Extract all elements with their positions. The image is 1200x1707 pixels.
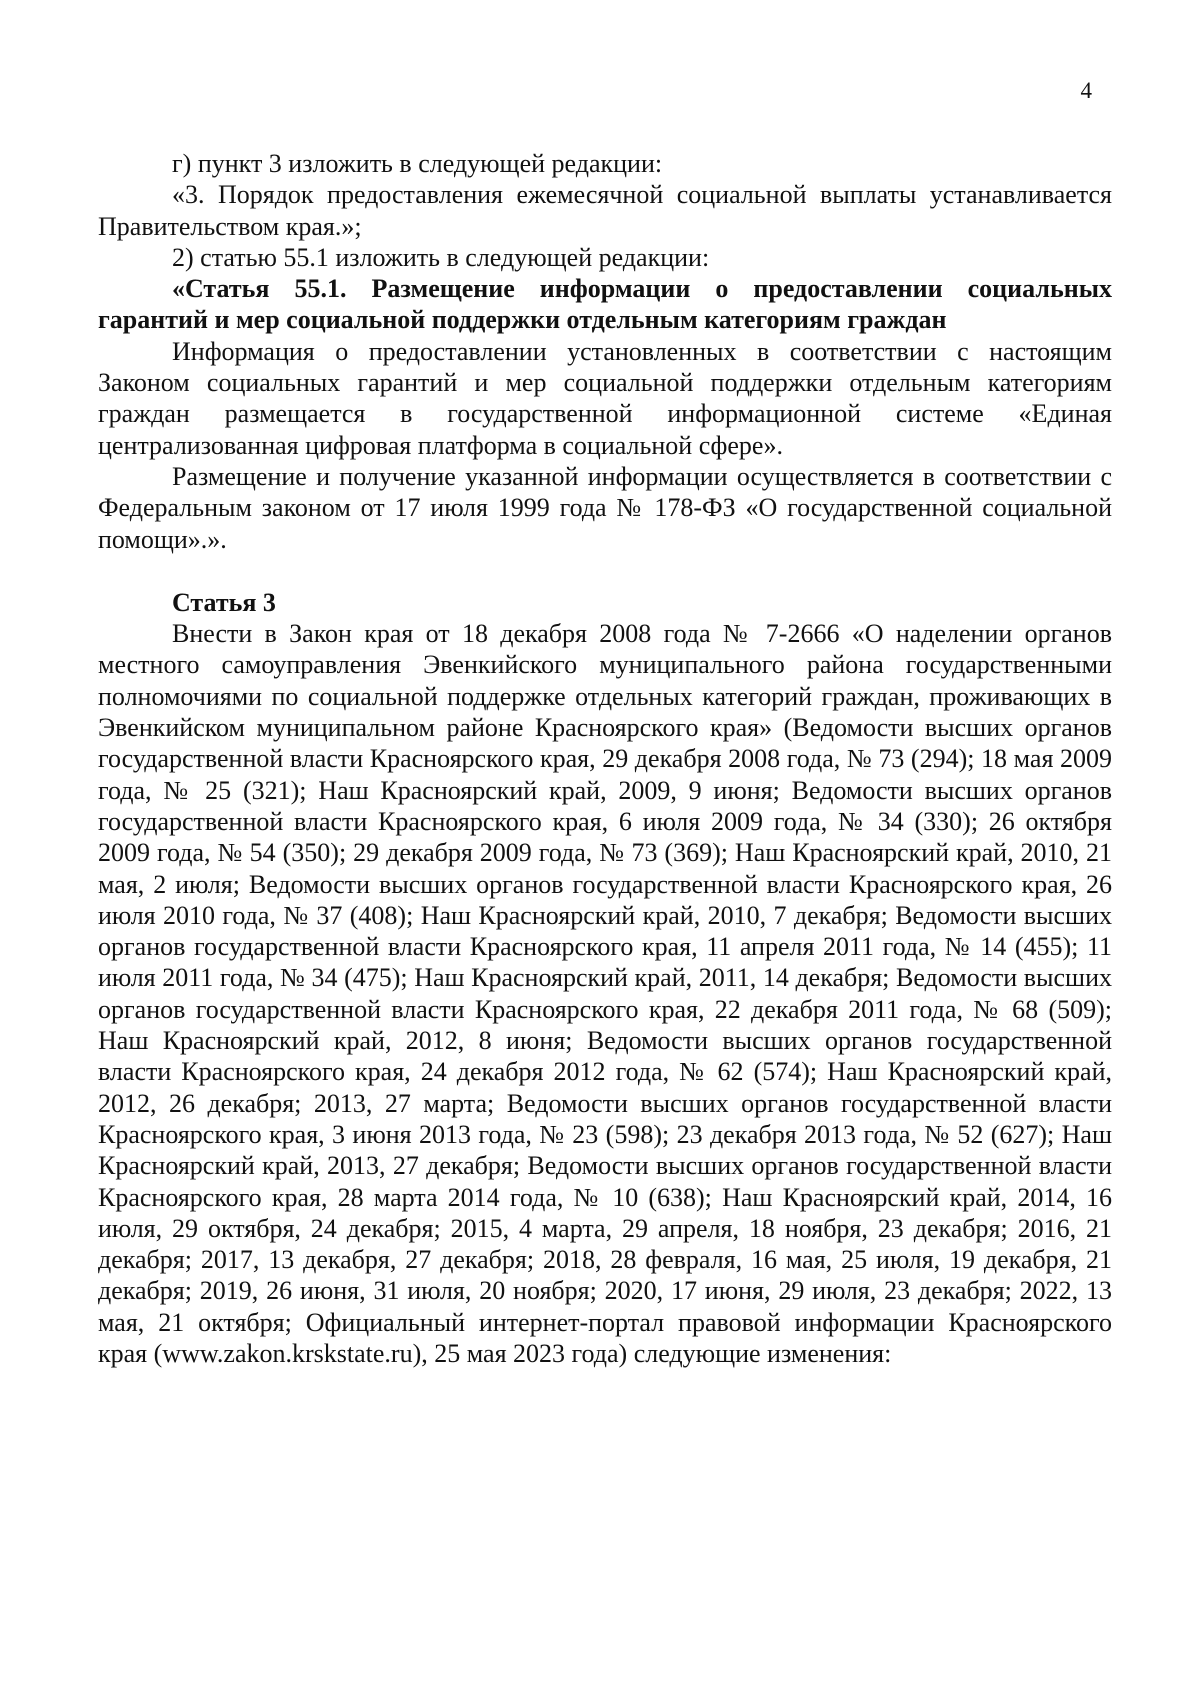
article-3-text: Внести в Закон края от 18 декабря 2008 года № 7-2666 «О наделении органов местного самоуправления Эвенкийского муниципального района государственными полномочиями по социальной поддержке отдельных категорий граждан, проживающих в Эвенкийском муниципальном районе Красноярского края» (Ведомости высших органов государственной власти Красноярского края, 29 декабря 2008 года, № 73 (294); 18 мая 2009 года, № 25 (321); Наш Красноярский край, 2009, 9 июня; Ведомости высших органов государственной власти Красноярского края, 6 июля 2009 года, № 34 (330); 26 октября 2009 года, № 54 (350); 29 декабря 2009 года, № 73 (369); Наш Красноярский край, 2010, 21 мая, 2 июля; Ведомости высших органов государственной власти Красноярского края, 26 июля 2010 года, № 37 (408); Наш Красноярский край, 2010, 7 декабря; Ведомости высших органов государственной власти Красноярского края, 11 апреля 2011 года, № 14 (455); 11 июля 2011 года, № 34 (475); Наш Красноярский край, 2011, 14 декабря; Ведомости высших органов государственной власти Красноярского края, 22 декабря 2011 года, № 68 (509); Наш Красноярский край, 2012, 8 июня; Ведомости высших органов государственной власти Красноярского края, 24 декабря 2012 года, № 62 (574); Наш Красноярский край, 2012, 26 декабря; 2013, 27 марта; Ведомости высших органов государственной власти Красноярского края, 3 июня 2013 года, № 23 (598); 23 декабря 2013 года, № 52 (627); Наш Красноярский край, 2013, 27 декабря; Ведомости высших органов государственной власти Красноярского края, 28 марта 2014 года, № 10 (638); Наш Красноярский край, 2014, 16 июля, 29 октября, 24 декабря; 2015, 4 марта, 29 апреля, 18 ноября, 23 декабря; 2016, 21 декабря; 2017, 13 декабря, 27 декабря; 2018, 28 февраля, 16 мая, 25 июля, 19 декабря, 21 декабря; 2019, 26 июня, 31 июля, 20 ноября; 2020, 17 июня, 29 июля, 23 декабря; 2022, 13 мая, 21 октября; Официальный интернет-портал правовой информации Красноярского края (www.zakon.krskstate.ru), 25 мая 2023 года) следующие изменения: [98,619,1112,1368]
article-55-1-title: «Статья 55.1. Размещение информации о предоставлении социальных гарантий и мер социальной поддержки отдельным категориям граждан [98,274,1112,335]
page-number: 4 [1080,78,1092,103]
paragraph-item-3-text: «3. Порядок предоставления ежемесячной социальной выплаты устанавливается Правительством края.»; [98,180,1112,241]
paragraph-item-2: 2) статью 55.1 изложить в следующей редакции: [172,242,710,272]
article-3-heading: Статья 3 [172,587,276,617]
paragraph-subitem-g: г) пункт 3 изложить в следующей редакции: [172,149,663,178]
document-body [98,148,1112,1369]
article-55-1-paragraph-1: Информация о предоставлении установленных в соответствии с настоящим Законом социальных гарантий и мер социальной поддержки отдельным категориям граждан размещается в государственной информационной системе «Единая централизованная цифровая платформа в социальной сфере». [98,336,1112,460]
article-55-1-paragraph-2: Размещение и получение указанной информации осуществляется в соответствии с Федеральным законом от 17 июля 1999 года № 178-ФЗ «О государственной социальной помощи».». [98,461,1112,554]
